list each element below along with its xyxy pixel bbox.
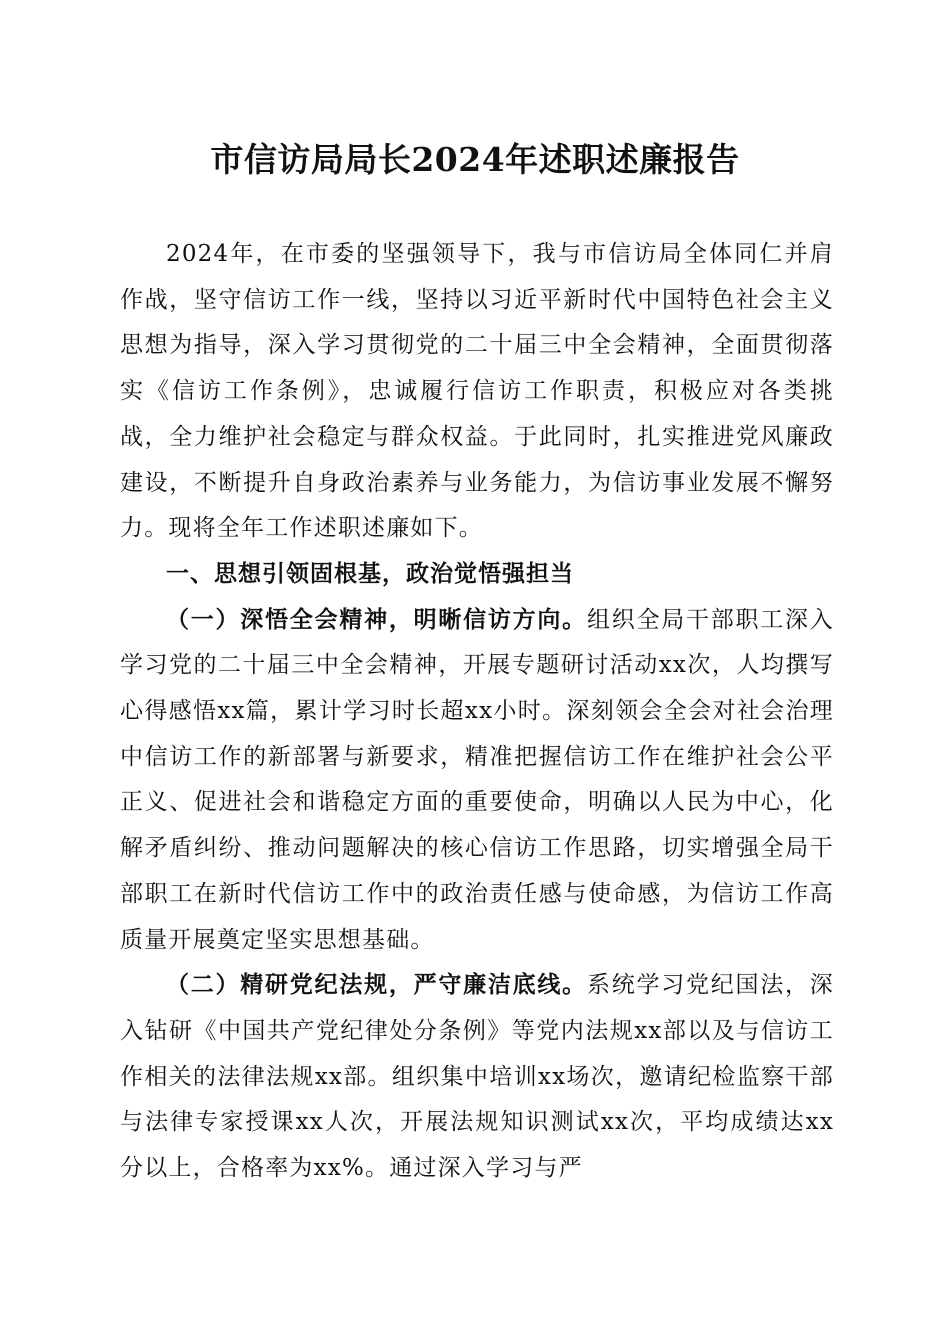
item-paragraph-2 — [120, 963, 834, 1192]
item-text-2: 系统学习党纪国法，深入钻研《中国共产党纪律处分条例》等党内法规xx部以及与信访工作相关的法律法规xx部。组织集中培训xx场次，邀请纪检监察干部与法律专家授课xx人次，开展法规知识测试xx次，平均成绩达xx分以上，合格率为xx%。通过深入学习与严 — [120, 972, 835, 1182]
intro-paragraph: 2024年，在市委的坚强领导下，我与市信访局全体同仁并肩作战，坚守信访工作一线，坚持以习近平新时代中国特色社会主义思想为指导，深入学习贯彻党的二十届三中全会精神，全面贯彻落实《信访工作条例》，忠诚履行信访工作职责，积极应对各类挑战，全力维护社会稳定与群众权益。于此同时，扎实推进党风廉政建设，不断提升自身政治素养与业务能力，为信访事业发展不懈努力。现将全年工作述职述廉如下。 — [120, 241, 834, 542]
item-text-1: 组织全局干部职工深入学习党的二十届三中全会精神，开展专题研讨活动xx次，人均撰写心得感悟xx篇，累计学习时长超xx小时。深刻领会全会对社会治理中信访工作的新部署与新要求，精准把握信访工作在维护社会公平正义、促进社会和谐稳定方面的重要使命，明确以人民为中心，化解矛盾纠纷、推动问题解决的核心信访工作思路，切实增强全局干部职工在新时代信访工作中的政治责任感与使命感，为信访工作高质量开展奠定坚实思想基础。 — [120, 606, 835, 953]
document-body — [120, 232, 834, 1192]
item-paragraph-1 — [120, 598, 834, 964]
item-title-2: （二）精研党纪法规，严守廉洁底线。 — [166, 972, 587, 999]
section-heading-1: 一、思想引领固根基，政治觉悟强担当 — [166, 560, 574, 587]
item-title-1: （一）深悟全会精神，明晰信访方向。 — [166, 606, 587, 633]
document-title: 市信访局局长2024年述职述廉报告 — [210, 140, 740, 179]
